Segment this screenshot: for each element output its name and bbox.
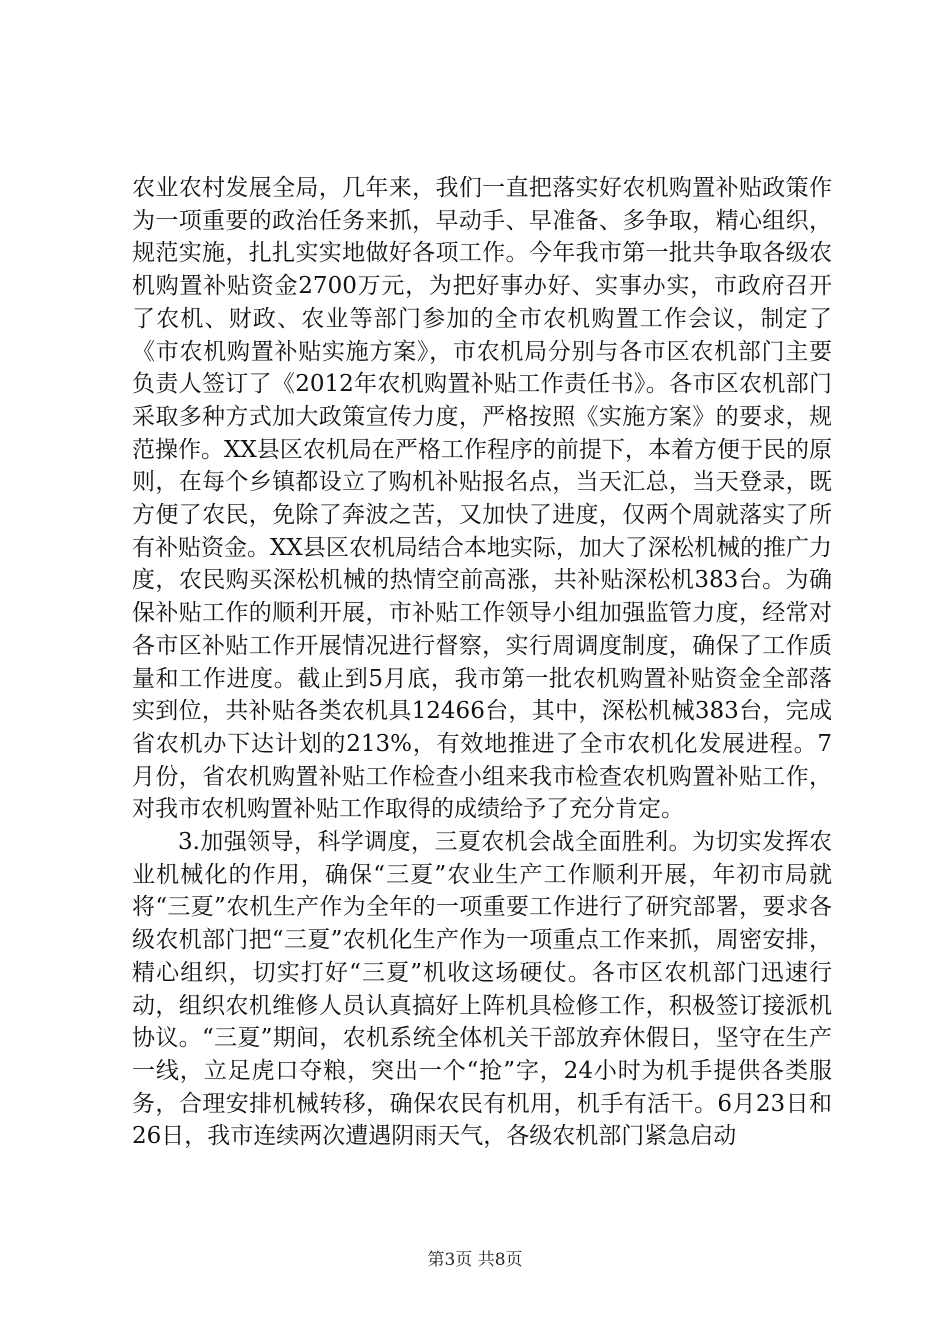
page-footer: 第3页 共8页 (427, 1250, 523, 1270)
paragraph-subsidy: 农业农村发展全局，几年来，我们一直把落实好农机购置补贴政策作为一项重要的政治任务来抓，早动手、早准备、多争取，精心组织，规范实施，扎扎实实地做好各项工作。今年我市第一批共争取各级农机购置补贴资金2700万元，为把好事办好、实事办实，市政府召开了农机、财政、农业等部门参加的全市农机购置工作会议，制定了《市农机购置补贴实施方案》，市农机局分别与各市区农机部门主要负责人签订了《2012年农机购置补贴工作责任书》。各市区农机部门采取多种方式加大政策宣传力度，严格按照《实施方案》的要求，规范操作。XX县区农机局在严格工作程序的前提下，本着方便于民的原则，在每个乡镇都设立了购机补贴报名点，当天汇总，当天登录，既方便了农民，免除了奔波之苦，又加快了进度，仅两个周就落实了所有补贴资金。XX县区农机局结合本地实际，加大了深松机械的推广力度，农民购买深松机械的热情空前高涨，共补贴深松机383台。为确保补贴工作的顺利开展，市补贴工作领导小组加强监管力度，经常对各市区补贴工作开展情况进行督察，实行周调度制度，确保了工作质量和工作进度。截止到5月底，我市第一批农机购置补贴资金全部落实到位，共补贴各类农机具12466台，其中，深松机械383台，完成省农机办下达计划的213%，有效地推进了全市农机化发展进程。7月份，省农机购置补贴工作检查小组来我市检查农机购置补贴工作，对我市农机购置补贴工作取得的成绩给予了充分肯定。 (132, 175, 832, 823)
paragraph-sanxia: 3.加强领导，科学调度，三夏农机会战全面胜利。为切实发挥农业机械化的作用，确保“三夏”农业生产工作顺利开展，年初市局就将“三夏”农机生产作为全年的一项重要工作进行了研究部署，要求各级农机部门把“三夏”农机化生产作为一项重点工作来抓，周密安排，精心组织，切实打好“三夏”机收这场硬仗。各市区农机部门迅速行动，组织农机维修人员认真搞好上阵机具检修工作，积极签订接派机协议。“三夏”期间，农机系统全体机关干部放弃休假日，坚守在生产一线，立足虎口夺粮，突出一个“抢”字，24小时为机手提供各类服务，合理安排机械转移，确保农民有机用，机手有活干。6月23日和26日，我市连续两次遭遇阴雨天气，各级农机部门紧急启动 (132, 829, 832, 1150)
document-body (132, 172, 832, 1153)
